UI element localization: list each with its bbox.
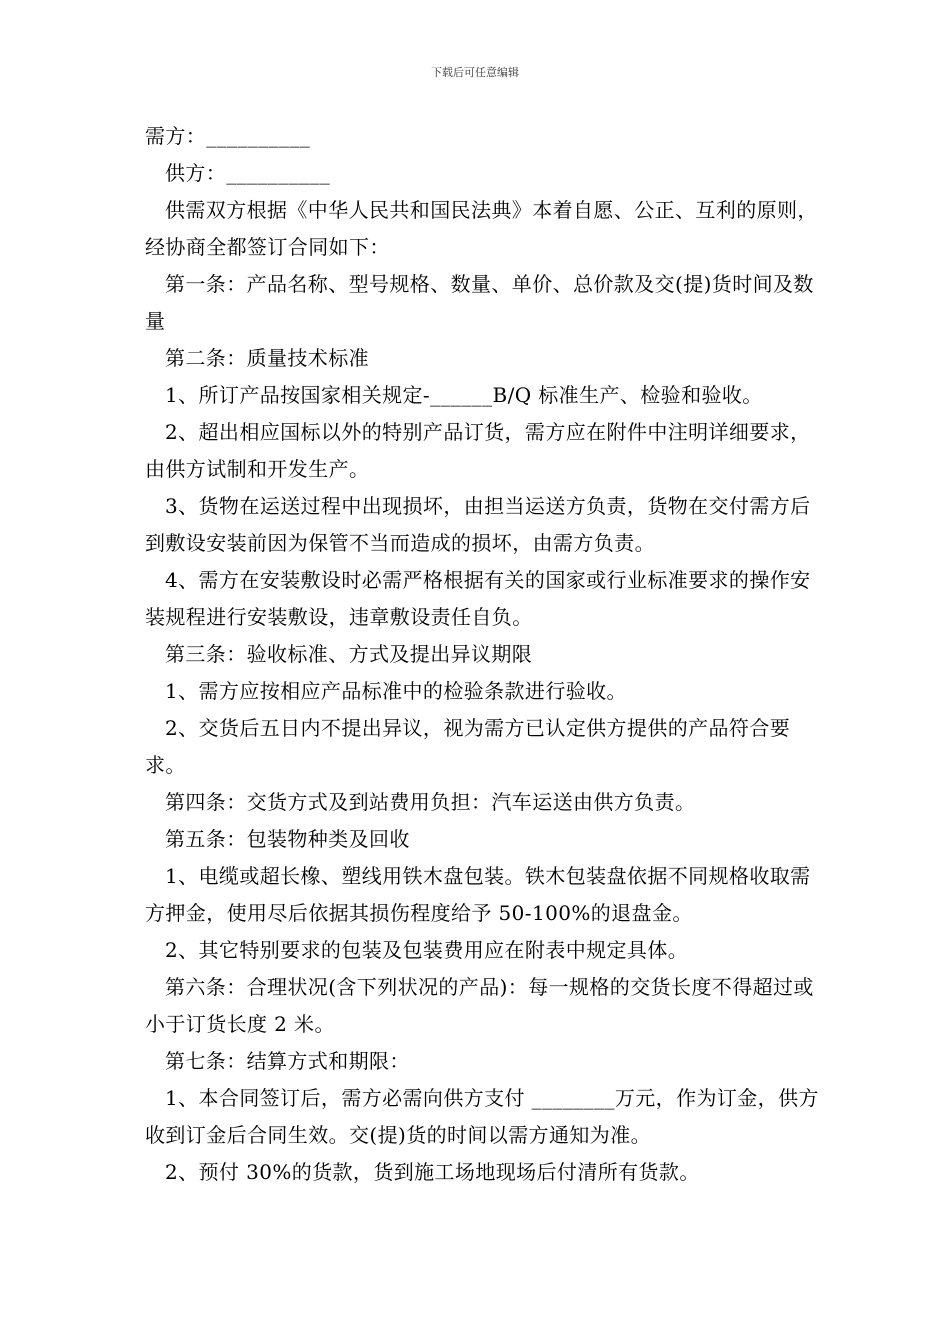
article-5-clause-1: 1、电缆或超长橡、塑线用铁木盘包装。铁木包装盘依据不同规格收取需方押金，使用尽后依据其损伤程度给予 50-100%的退盘金。 xyxy=(145,864,811,925)
article-3-heading: 第三条：验收标准、方式及提出异议期限 xyxy=(165,642,533,666)
article-7-heading: 第七条：结算方式和期限： xyxy=(165,1049,410,1073)
article-2-clause-4: 4、需方在安装敷设时必需严格根据有关的国家或行业标准要求的操作安装规程进行安装敷设，违章敷设责任自负。 xyxy=(145,568,811,629)
article-3-clause-2: 2、交货后五日内不提出异议，视为需方已认定供方提供的产品符合要求。 xyxy=(145,716,791,777)
article-4-heading: 第四条：交货方式及到站费用负担：汽车运送由供方负责。 xyxy=(165,790,696,814)
page-header: 下载后可任意编辑 xyxy=(431,66,519,79)
seller-line: 供方：__________ xyxy=(165,161,331,185)
article-7-clause-1: 1、本合同签订后，需方必需向供方支付 ________万元，作为订金，供方收到订金后合同生效。交(提)货的时间以需方通知为准。 xyxy=(145,1086,819,1147)
article-2-clause-3: 3、货物在运送过程中出现损坏，由担当运送方负责，货物在交付需方后到敷设安装前因为保管不当而造成的损坏，由需方负责。 xyxy=(145,494,811,555)
buyer-line: 需方：__________ xyxy=(145,124,311,148)
article-5-clause-2: 2、其它特别要求的包装及包装费用应在附表中规定具体。 xyxy=(165,938,689,962)
article-6-heading: 第六条：合理状况(含下列状况的产品)：每一规格的交货长度不得超过或小于订货长度 2 米。 xyxy=(145,975,814,1036)
article-7-clause-2: 2、预付 30%的货款，货到施工场地现场后付清所有货款。 xyxy=(165,1160,700,1184)
article-2-heading: 第二条：质量技术标准 xyxy=(165,346,369,370)
contract-body xyxy=(145,118,827,1191)
article-3-clause-1: 1、需方应按相应产品标准中的检验条款进行验收。 xyxy=(165,679,627,703)
article-5-heading: 第五条：包装物种类及回收 xyxy=(165,827,410,851)
preamble-paragraph: 供需双方根据《中华人民共和国民法典》本着自愿、公正、互利的原则，经协商全都签订合同如下： xyxy=(145,198,818,259)
article-1-heading: 第一条：产品名称、型号规格、数量、单价、总价款及交(提)货时间及数量 xyxy=(145,272,814,333)
article-2-clause-1: 1、所订产品按国家相关规定-______B/Q 标准生产、检验和验收。 xyxy=(165,383,763,407)
article-2-clause-2: 2、超出相应国标以外的特别产品订货，需方应在附件中注明详细要求，由供方试制和开发生产。 xyxy=(145,420,811,481)
